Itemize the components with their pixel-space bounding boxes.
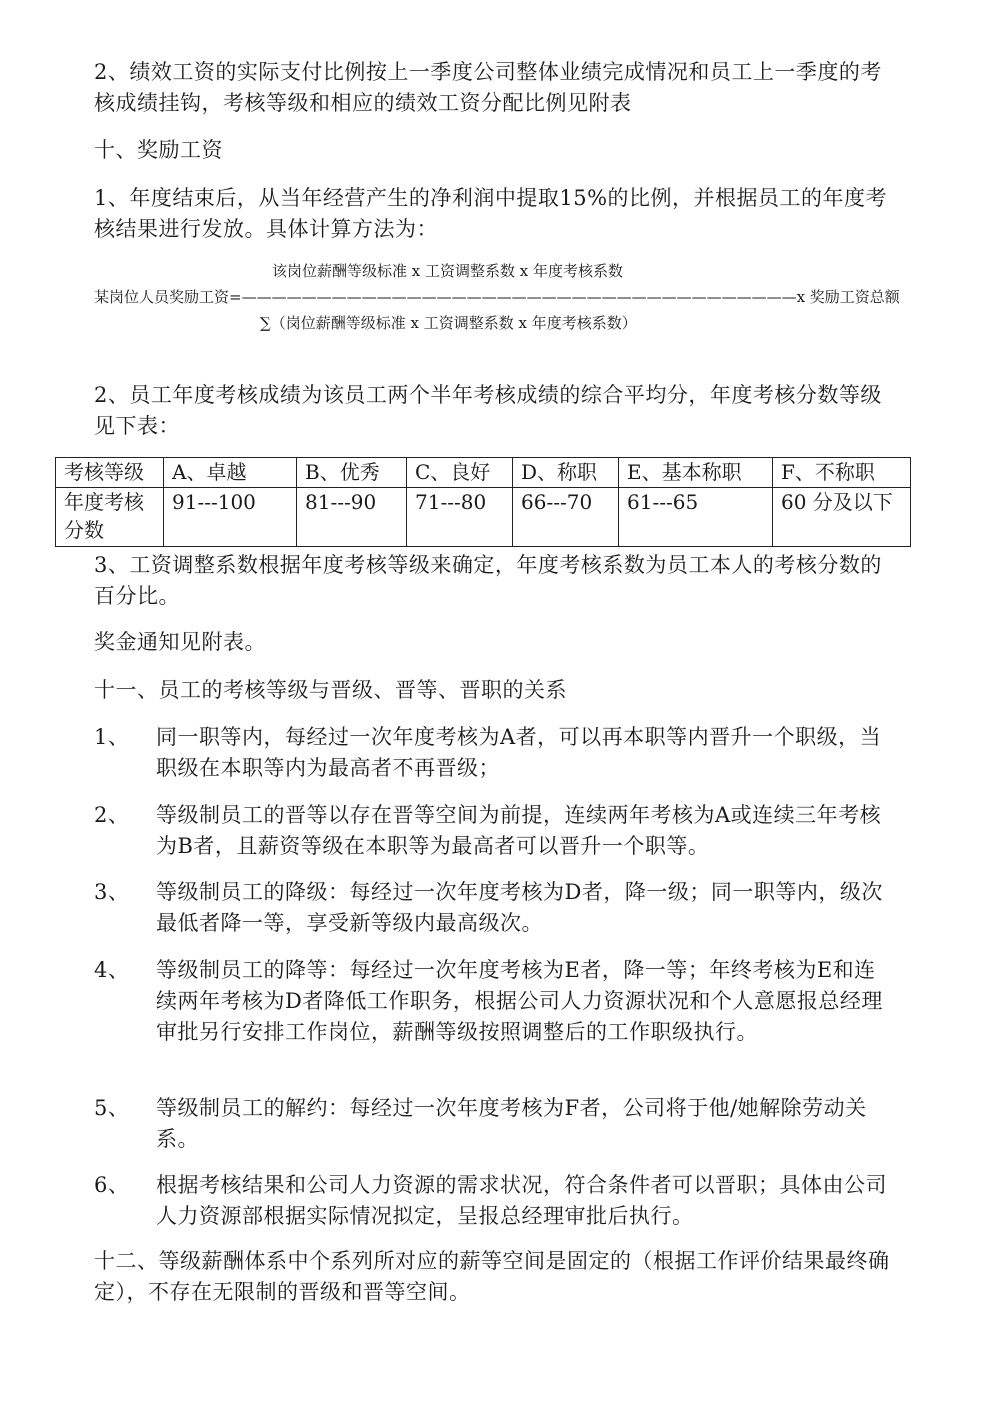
paragraph-bonus-3: 3、工资调整系数根据年度考核等级来确定，年度考核系数为员工本人的考核分数的百分比。 xyxy=(94,553,882,608)
grade-table-cell: 考核等级 xyxy=(56,458,164,488)
list-item-text: 等级制员工的降级：每经过一次年度考核为D者，降一级；同一职等内，级次最低者降一等，享受新等级内最高级次。 xyxy=(156,880,883,935)
grade-table-header-row xyxy=(56,458,911,488)
grade-table-cell: D、称职 xyxy=(513,458,619,488)
section-10-title: 十、奖励工资 xyxy=(94,138,223,162)
grade-table-cell: 61---65 xyxy=(619,488,773,547)
grade-table xyxy=(55,457,911,547)
grade-table-cell: 60 分及以下 xyxy=(773,488,911,547)
list-item-text: 根据考核结果和公司人力资源的需求状况，符合条件者可以晋职；具体由公司人力资源部根据实际情况拟定，呈报总经理审批后执行。 xyxy=(156,1173,887,1228)
formula-main-line: 某岗位人员奖励工资=—————————————————————————————————————x 奖励工资总额 xyxy=(94,288,900,306)
grade-table-cell: B、优秀 xyxy=(297,458,407,488)
section-11-title: 十一、员工的考核等级与晋级、晋等、晋职的关系 xyxy=(94,678,567,702)
formula-denominator: ∑（岗位薪酬等级标准 x 工资调整系数 x 年度考核系数） xyxy=(260,314,637,332)
paragraph-notice: 奖金通知见附表。 xyxy=(94,630,266,654)
list-item-index: 1、 xyxy=(94,725,130,749)
grade-table-cell: A、卓越 xyxy=(164,458,297,488)
list-item-index: 4、 xyxy=(94,958,130,982)
section-12-text: 十二、等级薪酬体系中个系列所对应的薪等空间是固定的（根据工作评价结果最终确定），不存在无限制的晋级和晋等空间。 xyxy=(94,1249,890,1304)
paragraph-performance-pay: 2、绩效工资的实际支付比例按上一季度公司整体业绩完成情况和员工上一季度的考核成绩挂钩，考核等级和相应的绩效工资分配比例见附表 xyxy=(94,60,882,115)
list-item-index: 5、 xyxy=(94,1096,130,1120)
list-item-text: 同一职等内，每经过一次年度考核为A者，可以再本职等内晋升一个职级，当职级在本职等内为最高者不再晋级； xyxy=(156,725,882,780)
formula-numerator: 该岗位薪酬等级标准 x 工资调整系数 x 年度考核系数 xyxy=(272,262,623,280)
grade-table-cell: 91---100 xyxy=(164,488,297,547)
list-item-index: 6、 xyxy=(94,1173,130,1197)
list-item-index: 2、 xyxy=(94,803,130,827)
grade-table-score-row xyxy=(56,488,911,547)
grade-table-cell: 71---80 xyxy=(407,488,513,547)
grade-table-cell: E、基本称职 xyxy=(619,458,773,488)
grade-table-cell: C、良好 xyxy=(407,458,513,488)
grade-table-cell: 年度考核分数 xyxy=(56,488,164,547)
list-item-text: 等级制员工的降等：每经过一次年度考核为E者，降一等；年终考核为E和连续两年考核为D者降低工作职务，根据公司人力资源状况和个人意愿报总经理审批另行安排工作岗位，薪酬等级按照调整后的工作职级执行。 xyxy=(156,958,883,1044)
grade-table-cell: 81---90 xyxy=(297,488,407,547)
grade-table-cell: F、不称职 xyxy=(773,458,911,488)
list-item-text: 等级制员工的解约：每经过一次年度考核为F者，公司将于他/她解除劳动关系。 xyxy=(156,1096,867,1151)
grade-table-cell: 66---70 xyxy=(513,488,619,547)
list-item-text: 等级制员工的晋等以存在晋等空间为前提，连续两年考核为A或连续三年考核为B者，且薪资等级在本职等为最高者可以晋升一个职等。 xyxy=(156,803,882,858)
paragraph-bonus-1: 1、年度结束后，从当年经营产生的净利润中提取15%的比例，并根据员工的年度考核结果进行发放。具体计算方法为： xyxy=(94,186,888,241)
list-item-index: 3、 xyxy=(94,880,130,904)
paragraph-bonus-2: 2、员工年度考核成绩为该员工两个半年考核成绩的综合平均分，年度考核分数等级见下表： xyxy=(94,383,882,438)
